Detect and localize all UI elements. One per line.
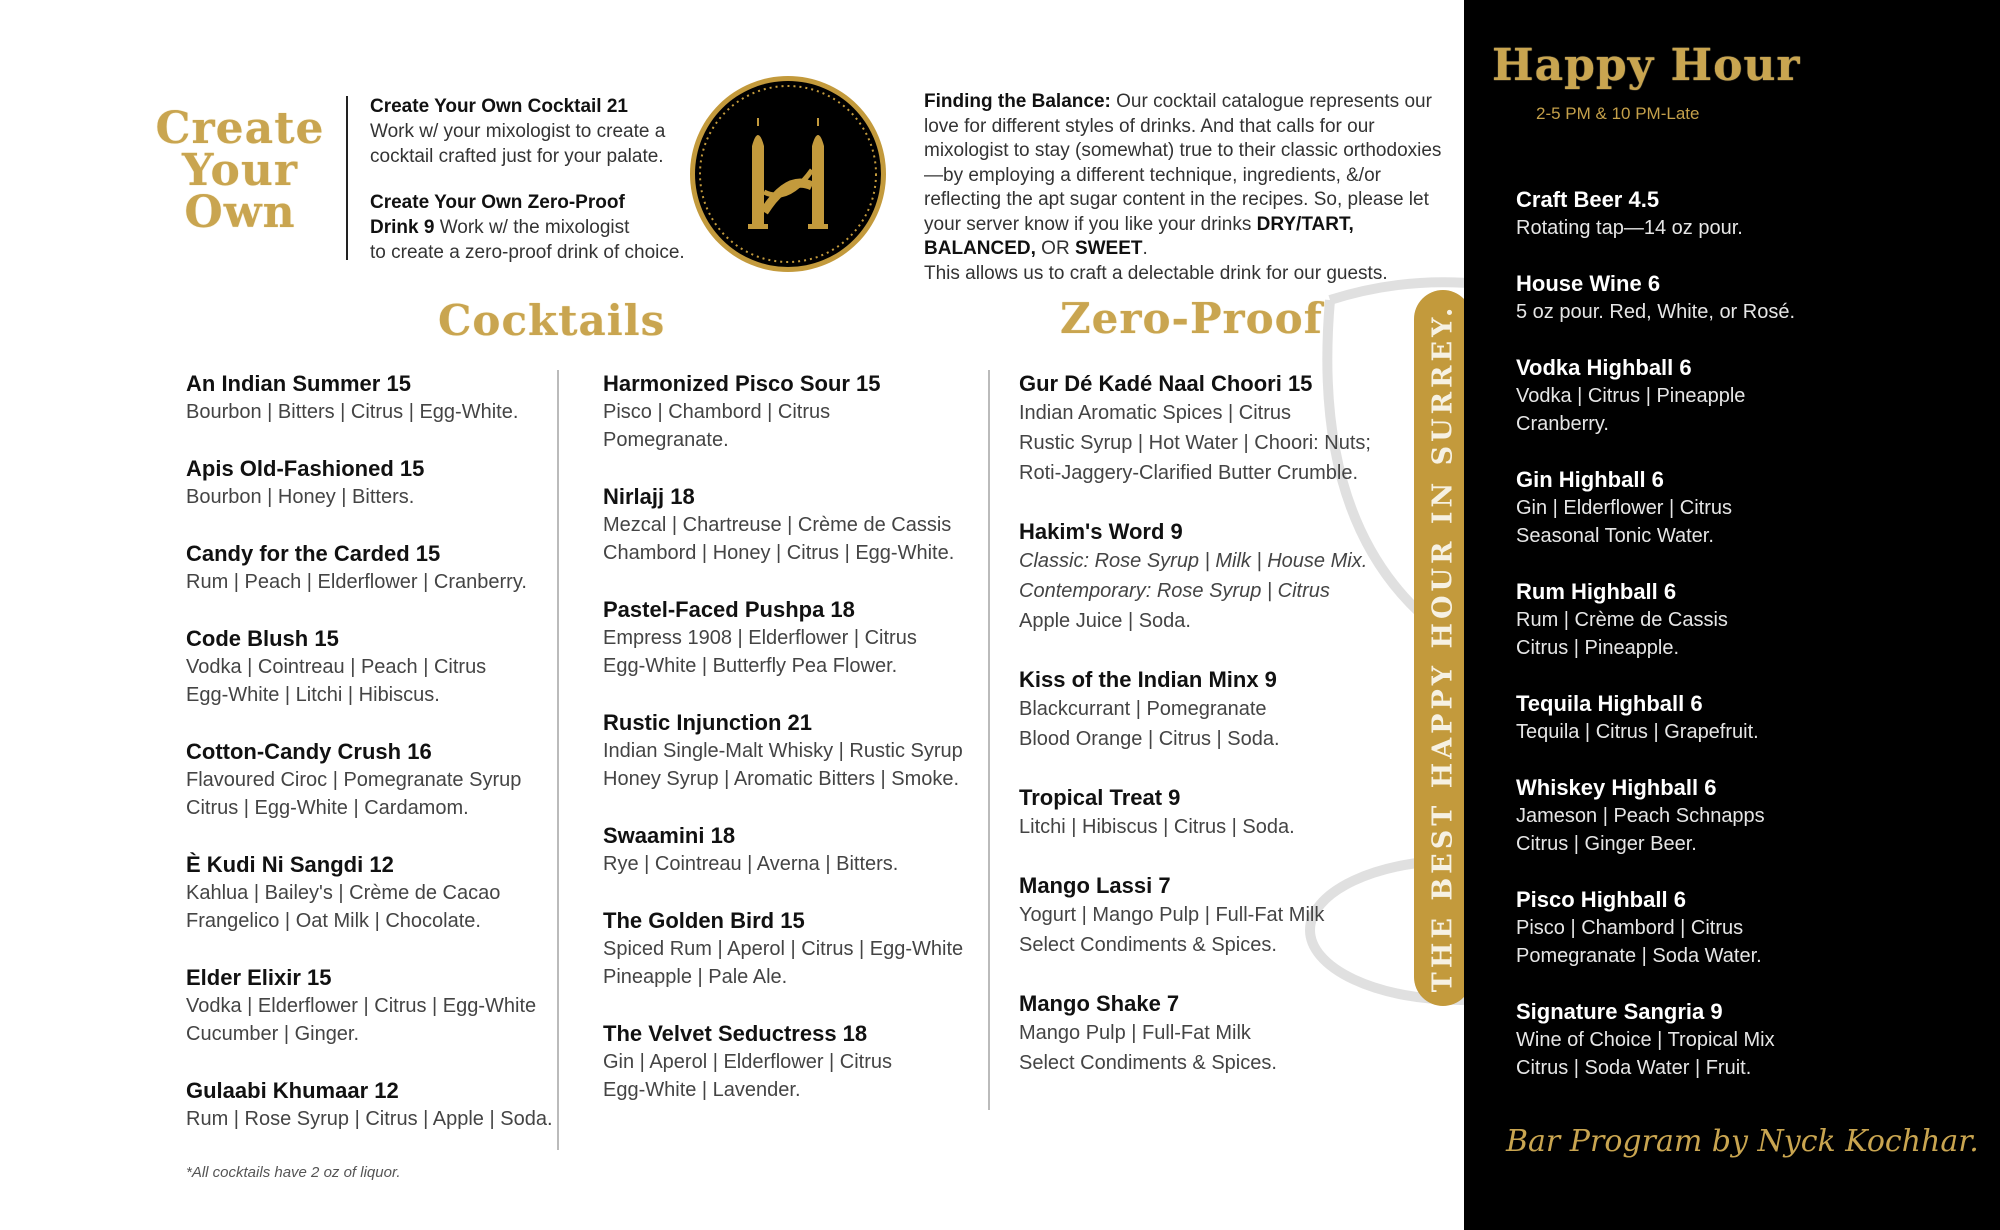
zero-proof-title: Zero-Proof	[1060, 294, 1323, 343]
menu-item: Apis Old-Fashioned 15 Bourbon | Honey | Bitters.	[186, 456, 425, 508]
menu-item: Kiss of the Indian Minx 9 Blackcurrant | Pomegranate Blood Orange | Citrus | Soda.	[1019, 667, 1280, 750]
menu-item: An Indian Summer 15 Bourbon | Bitters | Citrus | Egg-White.	[186, 371, 519, 423]
finding-the-balance: Finding the Balance: Our cocktail catalogue represents our love for different styles of drinks. And that calls for our mixologist to stay (somewhat) true to their classic orthodoxies—by employing a different technique, ingredients, &/or reflecting the apt sugar content in the recipes. So, please let your server know if you like your drinks DRY/TART, BALANCED, OR SWEET. This allows us to craft a delectable drink for our guests.	[924, 91, 1442, 284]
menu-item: Rustic Injunction 21 Indian Single-Malt Whisky | Rustic Syrup Honey Syrup | Aromatic Bitters | Smoke.	[603, 710, 963, 790]
column-divider	[988, 370, 990, 1110]
menu-item: È Kudi Ni Sangdi 12 Kahlua | Bailey's | Crème de Cacao Frangelico | Oat Milk | Chocolate.	[186, 852, 501, 932]
menu-item: Elder Elixir 15 Vodka | Elderflower | Citrus | Egg-White Cucumber | Ginger.	[186, 965, 537, 1045]
menu-item: Gulaabi Khumaar 12 Rum | Rose Syrup | Citrus | Apple | Soda.	[186, 1078, 553, 1130]
bar-program-signature: Bar Program by Nyck Kochhar.	[1506, 1124, 1979, 1159]
happy-hour-item: Signature Sangria 9 Wine of Choice | Tropical Mix Citrus | Soda Water | Fruit.	[1516, 999, 1775, 1079]
menu-item: Cotton-Candy Crush 16 Flavoured Ciroc | Pomegranate Syrup Citrus | Egg-White | Cardamom.	[186, 739, 522, 819]
menu-item: Harmonized Pisco Sour 15 Pisco | Chambord | Citrus Pomegranate.	[603, 371, 881, 451]
cocktails-column-1	[186, 370, 566, 1133]
menu-item: Mango Lassi 7 Yogurt | Mango Pulp | Full-Fat Milk Select Condiments & Spices.	[1019, 873, 1325, 956]
happy-hour-title: Happy Hour	[1492, 40, 1801, 91]
column-divider	[557, 370, 559, 1150]
create-own-zero-proof: Create Your Own Zero-Proof Drink 9 Work w/ the mixologist to create a zero-proof drink of choice.	[370, 192, 685, 263]
zero-proof-column	[1019, 370, 1379, 1078]
arched-h-monogram-icon	[688, 74, 888, 274]
menu-item: The Velvet Seductress 18 Gin | Aperol | Elderflower | Citrus Egg-White | Lavender.	[603, 1021, 893, 1101]
menu-item: Mango Shake 7 Mango Pulp | Full-Fat Milk Select Condiments & Spices.	[1019, 991, 1277, 1074]
happy-hour-list	[1516, 186, 1986, 1110]
happy-hour-item: Pisco Highball 6 Pisco | Chambord | Citrus Pomegranate | Soda Water.	[1516, 887, 1762, 967]
happy-hour-item: Vodka Highball 6 Vodka | Citrus | Pineapple Cranberry.	[1516, 355, 1746, 435]
happy-hour-panel	[1464, 0, 2000, 1230]
happy-hour-item: Craft Beer 4.5 Rotating tap—14 oz pour.	[1516, 187, 1743, 239]
best-happy-hour-ribbon: THE BEST HAPPY HOUR IN SURREY.	[1414, 290, 1472, 1006]
cocktails-column-2	[603, 370, 983, 1104]
create-your-own-title: Create Your Own	[155, 103, 325, 238]
happy-hour-item: Rum Highball 6 Rum | Crème de Cassis Citrus | Pineapple.	[1516, 579, 1728, 659]
menu-item: Code Blush 15 Vodka | Cointreau | Peach | Citrus Egg-White | Litchi | Hibiscus.	[186, 626, 487, 706]
happy-hour-item: Gin Highball 6 Gin | Elderflower | Citrus Seasonal Tonic Water.	[1516, 467, 1733, 547]
menu-item: Candy for the Carded 15 Rum | Peach | Elderflower | Cranberry.	[186, 541, 527, 593]
menu-item: Hakim's Word 9 Classic: Rose Syrup | Milk | House Mix. Contemporary: Rose Syrup | Citrus Apple Juice | Soda.	[1019, 519, 1368, 632]
menu-item: Nirlajj 18 Mezcal | Chartreuse | Crème de Cassis Chambord | Honey | Citrus | Egg-White.	[603, 484, 955, 564]
happy-hour-item: House Wine 6 5 oz pour. Red, White, or Rosé.	[1516, 271, 1796, 323]
happy-hour-item: Whiskey Highball 6 Jameson | Peach Schnapps Citrus | Ginger Beer.	[1516, 775, 1765, 855]
menu-item: The Golden Bird 15 Spiced Rum | Aperol | Citrus | Egg-White Pineapple | Pale Ale.	[603, 908, 964, 988]
happy-hour-item: Tequila Highball 6 Tequila | Citrus | Grapefruit.	[1516, 691, 1759, 743]
menu-item: Swaamini 18 Rye | Cointreau | Averna | Bitters.	[603, 823, 899, 875]
create-your-own-divider	[346, 96, 348, 260]
menu-item: Pastel-Faced Pushpa 18 Empress 1908 | Elderflower | Citrus Egg-White | Butterfly Pea Flower.	[603, 597, 917, 677]
menu-item: Gur Dé Kadé Naal Choori 15 Indian Aromatic Spices | Citrus Rustic Syrup | Hot Water | Choori: Nuts; Roti-Jaggery-Clarified Butter Crumble.	[1019, 371, 1371, 484]
create-own-cocktail: Create Your Own Cocktail 21 Work w/ your mixologist to create a cocktail crafted just for your palate.	[370, 96, 666, 167]
menu-item: Tropical Treat 9 Litchi | Hibiscus | Citrus | Soda.	[1019, 785, 1295, 838]
cocktails-title: Cocktails	[438, 296, 666, 345]
footnote: *All cocktails have 2 oz of liquor.	[186, 1164, 401, 1181]
happy-hour-times: 2-5 PM & 10 PM-Late	[1536, 104, 1700, 123]
